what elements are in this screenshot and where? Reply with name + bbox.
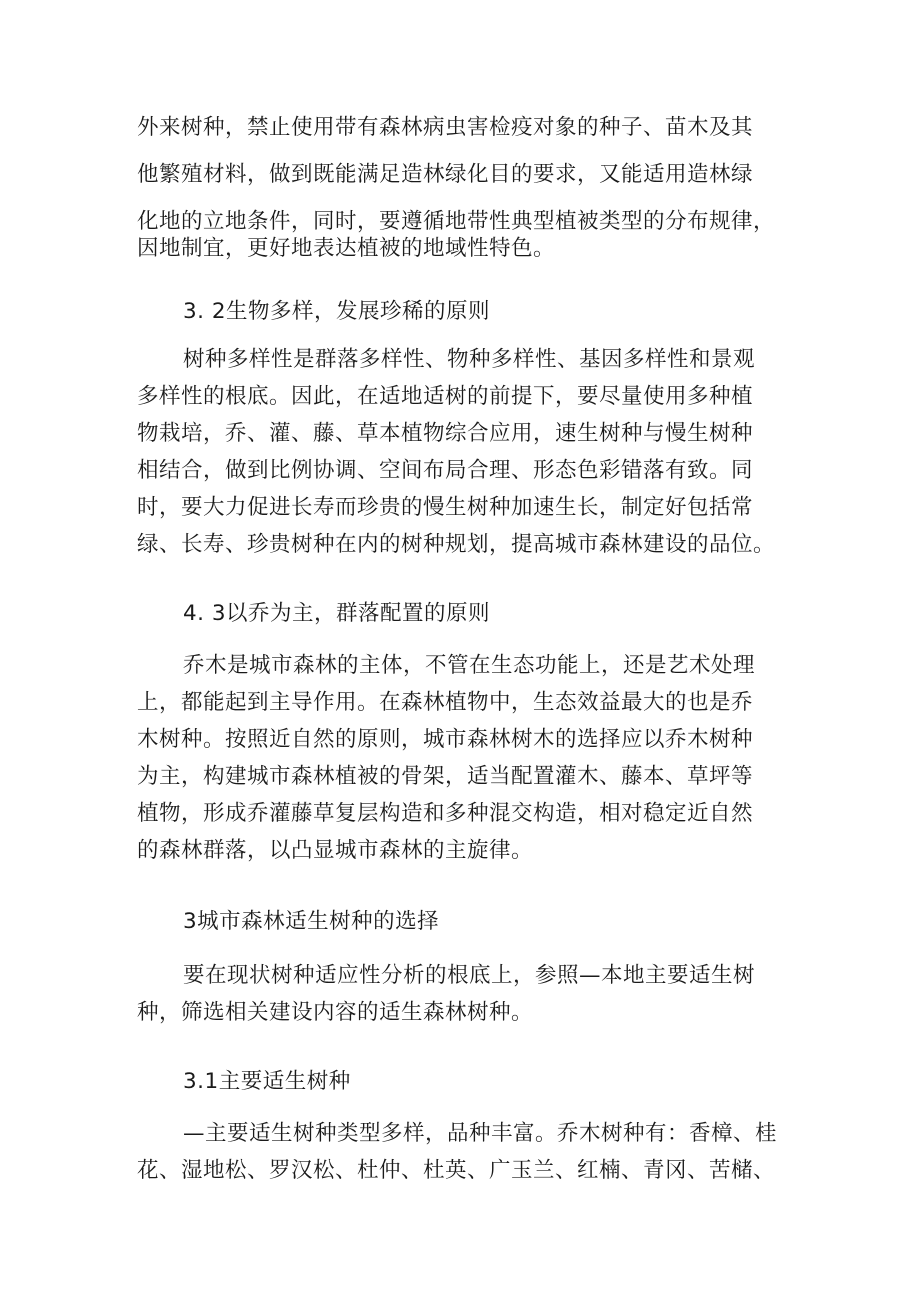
- section-heading-4-3: 4. 3以乔为主，群落配置的原则: [183, 601, 491, 626]
- body-text-line: 木树种。按照近自然的原则，城市森林树木的选择应以乔木树种: [137, 727, 754, 752]
- body-text-line: 因地制宜，更好地表达植被的地域性特色。: [137, 236, 556, 261]
- body-text-line: 多样性的根底。因此，在适地适树的前提下，要尽量使用多种植: [137, 384, 754, 409]
- body-text-line: 花、湿地松、罗汉松、杜仲、杜英、广玉兰、红楠、青冈、苦槠、: [137, 1158, 776, 1183]
- body-text-line: 绿、长寿、珍贵树种在内的树种规划，提高城市森林建设的品位。: [137, 532, 776, 557]
- paragraph-first-line: 树种多样性是群落多样性、物种多样性、基因多样性和景观: [183, 347, 756, 372]
- body-text-line: 的森林群落，以凸显城市森林的主旋律。: [137, 838, 534, 863]
- body-text-line: 种，筛选相关建设内容的适生森林树种。: [137, 1000, 534, 1025]
- body-text-line: 外来树种，禁止使用带有森林病虫害检疫对象的种子、苗木及其: [137, 115, 754, 140]
- body-text-line: 化地的立地条件，同时，要遵循地带性典型植被类型的分布规律，: [137, 209, 776, 234]
- body-text-line: 植物，形成乔灌藤草复层构造和多种混交构造，相对稳定近自然: [137, 801, 754, 826]
- body-text-line: 上，都能起到主导作用。在森林植物中，生态效益最大的也是乔: [137, 690, 754, 715]
- section-heading-3-2: 3. 2生物多样，发展珍稀的原则: [183, 299, 491, 324]
- paragraph-first-line: —主要适生树种类型多样，品种丰富。乔木树种有：香樟、桂: [183, 1121, 778, 1146]
- section-heading-3-1: 3.1主要适生树种: [183, 1069, 351, 1094]
- body-text-line: 为主，构建城市森林植被的骨架，适当配置灌木、藤本、草坪等: [137, 764, 754, 789]
- section-heading-3: 3城市森林适生树种的选择: [183, 909, 440, 934]
- body-text-line: 相结合，做到比例协调、空间布局合理、形态色彩错落有致。同: [137, 458, 754, 483]
- paragraph-first-line: 要在现状树种适应性分析的根底上，参照—本地主要适生树: [183, 963, 756, 988]
- paragraph-first-line: 乔木是城市森林的主体，不管在生态功能上，还是艺术处理: [183, 653, 756, 678]
- body-text-line: 他繁殖材料，做到既能满足造林绿化目的要求，又能适用造林绿: [137, 162, 754, 187]
- body-text-line: 物栽培，乔、灌、藤、草本植物综合应用，速生树种与慢生树种: [137, 421, 754, 446]
- body-text-line: 时，要大力促进长寿而珍贵的慢生树种加速生长，制定好包括常: [137, 495, 754, 520]
